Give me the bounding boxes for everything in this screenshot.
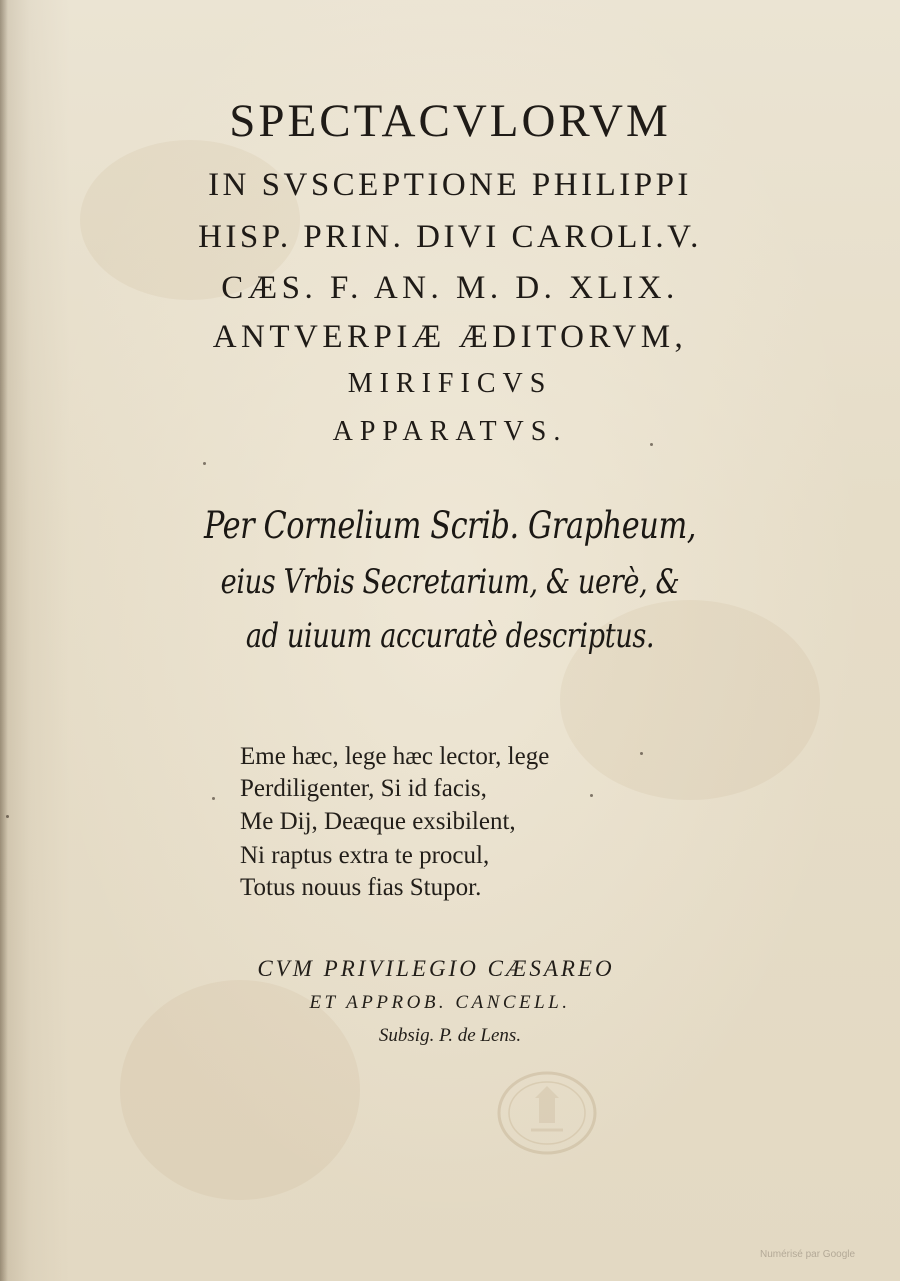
verse-line-1: Eme hæc, lege hæc lector, lege — [240, 743, 550, 770]
imprint-line-3: Subsig. P. de Lens. — [378, 1025, 522, 1046]
imprint-line-2: ET APPROB. CANCELL. — [309, 992, 571, 1013]
ink-speck — [650, 443, 653, 446]
verse-line-2: Perdiligenter, Si id facis, — [240, 775, 487, 802]
verse-line-3: Me Dij, Deæque exsibilent, — [240, 808, 516, 835]
title-line-7: APPARATVS. — [332, 416, 568, 447]
author-line-2: eius Vrbis Secretarium, & uerè, & — [220, 562, 680, 602]
title-line-5: ANTVERPIÆ ÆDITORVM, — [212, 319, 688, 355]
library-stamp-icon — [495, 1068, 600, 1158]
author-line-1: Per Cornelium Scrib. Grapheum, — [203, 504, 697, 547]
imprint-line-1: CVM PRIVILEGIO CÆSAREO — [257, 956, 615, 981]
title-line-3: HISP. PRIN. DIVI CAROLI.V. — [198, 219, 702, 255]
title-line-1: SPECTACVLORVM — [229, 95, 671, 147]
ink-speck — [212, 797, 215, 800]
ink-speck — [590, 794, 593, 797]
digitization-watermark: Numérisé par Google — [760, 1249, 856, 1260]
title-line-2: IN SVSCEPTIONE PHILIPPI — [208, 167, 692, 203]
paper-stain — [120, 980, 360, 1200]
verse-line-4: Ni raptus extra te procul, — [240, 842, 490, 869]
author-line-3: ad uiuum accuratè descriptus. — [245, 616, 655, 656]
ink-speck — [640, 752, 643, 755]
ink-speck — [203, 462, 206, 465]
ink-speck — [6, 815, 9, 818]
title-line-4: CÆS. F. AN. M. D. XLIX. — [221, 270, 679, 306]
verse-line-5: Totus nouus fias Stupor. — [240, 874, 482, 901]
title-line-6: MIRIFICVS — [347, 368, 553, 399]
